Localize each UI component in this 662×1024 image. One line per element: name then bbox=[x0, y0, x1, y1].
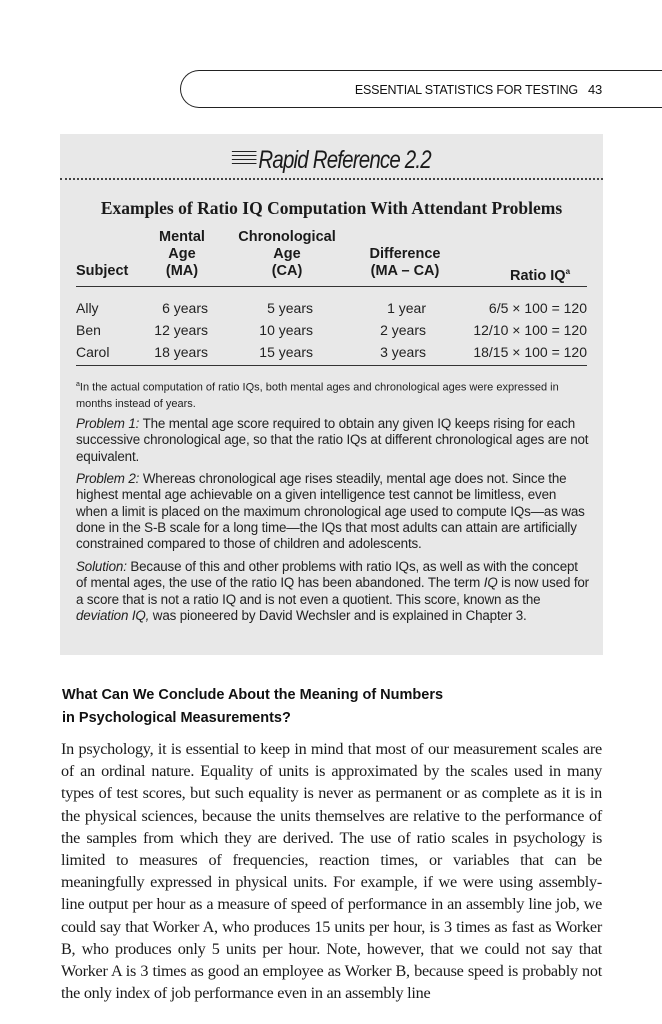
cell-subject: Ally bbox=[76, 300, 99, 316]
dotted-divider bbox=[60, 178, 603, 180]
cell-chronological-age: 5 years bbox=[267, 300, 313, 316]
col-header-subject: Subject bbox=[76, 263, 129, 279]
cell-ratio-iq: 18/15 × 100 = 120 bbox=[473, 344, 587, 360]
cell-subject: Carol bbox=[76, 344, 110, 360]
cell-mental-age: 12 years bbox=[154, 322, 208, 338]
col-header-mental-age: Mental Age (MA) bbox=[159, 229, 205, 279]
body-paragraph: In psychology, it is essential to keep in mind that most of our measurement scales are of an ordinal nature. Equality of units is approximated by the scales used in many types of test scores, but such equality is never as permanent or as complete as it is in the physical sciences, because the units themselves are relative to the performance of the samples from which they are derived. The use of ratio scales in psychology is limited to measures of frequencies, reaction times, or variables that can be meaningfully expressed in physical units. For example, if we were using assembly-line output per hour as a measure of speed of performance in an assembly line job, we could say that Worker A, who produces 15 units per hour, is 3 times as fast as Worker B, who produces only 5 units per hour. Note, however, that we could not say that Worker A is 3 times as good an employee as Worker B, because speed is probably not the only index of job performance even in an assembly line bbox=[61, 740, 602, 1003]
rapid-reference-box bbox=[60, 134, 603, 655]
rapid-reference-title bbox=[109, 146, 554, 175]
cell-mental-age: 18 years bbox=[154, 344, 208, 360]
rapid-reference-title-text: Rapid Reference 2.2 bbox=[258, 146, 431, 174]
col-header-chronological-age: Chronological Age (CA) bbox=[238, 229, 336, 279]
page-number: 43 bbox=[587, 82, 602, 97]
section-heading: What Can We Conclude About the Meaning of Numbers in Psychological Measurements? bbox=[62, 687, 444, 726]
problem-1-paragraph: Problem 1: The mental age score required to obtain any given IQ keeps rising for each successive chronological age, so that the ratio IQs at different chronological ages are not equivalent. bbox=[76, 416, 589, 464]
running-header-title: ESSENTIAL STATISTICS FOR TESTING bbox=[354, 83, 578, 97]
rapid-reference-subtitle: Examples of Ratio IQ Computation With Attendant Problems bbox=[100, 198, 563, 218]
cell-chronological-age: 10 years bbox=[259, 322, 313, 338]
col-header-ratio-iq: Ratio $IQ^a$ bbox=[509, 267, 571, 284]
rapid-reference-lines-icon bbox=[232, 151, 257, 165]
problem-2-paragraph: Problem 2: Whereas chronological age rises steadily, mental age does not. Since the highest mental age achievable on a given intelligence test cannot be limitless, even when a limit is placed on the maximum chronological age used to compute IQs—as was done in the S-B scale for a long time—the IQs that most adults can attain are artificially constrained compared to those of children and adolescents. bbox=[76, 471, 585, 552]
cell-chronological-age: 15 years bbox=[259, 344, 313, 360]
cell-ratio-iq: 6/5 × 100 = 120 bbox=[488, 300, 587, 316]
table-header-rule bbox=[76, 286, 587, 287]
table-bottom-rule bbox=[76, 365, 587, 366]
cell-mental-age: 6 years bbox=[162, 300, 208, 316]
cell-difference: 3 years bbox=[380, 344, 426, 360]
cell-ratio-iq: 12/10 × 100 = 120 bbox=[473, 322, 587, 338]
solution-paragraph: Solution: Because of this and other problems with ratio IQs, as well as with the concept of mental ages, the use of the ratio IQ has been abandoned. The term IQ is now used for a score that is not a ratio IQ and is not even a quotient. This score, known as the deviation IQ, was pioneered by David Wechsler and is explained in Chapter 3. bbox=[76, 559, 589, 623]
cell-difference: 2 years bbox=[380, 322, 426, 338]
cell-difference: 1 year bbox=[387, 300, 426, 316]
running-header bbox=[355, 82, 602, 97]
col-header-difference: Difference (MA – CA) bbox=[369, 246, 441, 279]
cell-subject: Ben bbox=[76, 322, 101, 338]
table-footnote: $^a$In the actual computation of ratio IQs, both mental ages and chronological ages were expressed in months instead of years. bbox=[76, 381, 559, 411]
